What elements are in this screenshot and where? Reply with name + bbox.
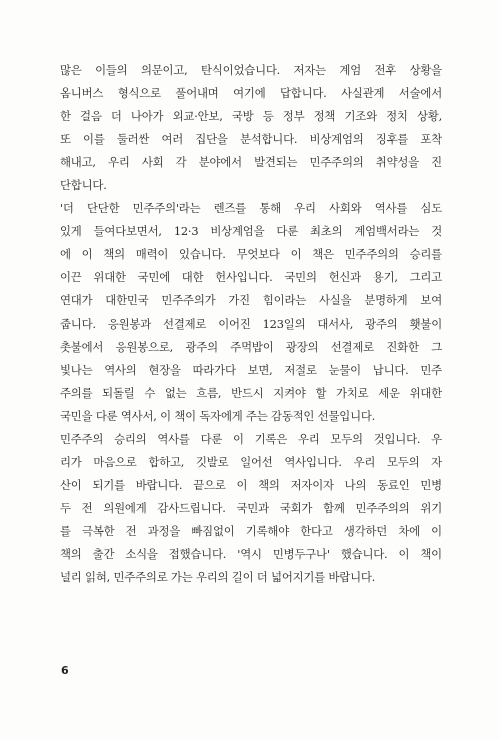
text-line: 빛나는 역사의 현장을 따라가다 보면, 저절로 눈물이 납니다. 민주 xyxy=(60,362,442,377)
text-line: 를 극복한 전 과정을 빠짐없이 기록해야 한다고 생각하던 차에 이 xyxy=(60,523,442,538)
text-line: 에 이 책의 매력이 있습니다. 무엇보다 이 책은 민주주의의 승리를 xyxy=(60,247,442,262)
text-line: 책의 출간 소식을 접했습니다. '역시 민병두구나' 했습니다. 이 책이 xyxy=(60,546,442,561)
page-number: 6 xyxy=(61,664,69,677)
page-body xyxy=(60,59,442,589)
text-line: 널리 읽혀, 민주주의로 가는 우리의 길이 더 넓어지기를 바랍니다. xyxy=(60,570,376,585)
text-line: 산이 되기를 바랍니다. 끝으로 이 책의 저자이자 나의 동료인 민병 xyxy=(60,477,442,492)
paragraph-1 xyxy=(60,59,442,197)
paragraph-3 xyxy=(60,428,442,589)
text-line: '더 단단한 민주주의'라는 렌즈를 통해 우리 사회와 역사를 심도 xyxy=(60,201,442,216)
text-line: 주의를 되돌릴 수 없는 흐름, 반드시 지켜야 할 가치로 세운 위대한 xyxy=(60,385,442,400)
text-line: 국민을 다룬 역사서, 이 책이 독자에게 주는 감동적인 선물입니다. xyxy=(60,408,376,423)
text-line: 연대가 대한민국 민주주의가 가진 힘이라는 사실을 분명하게 보여 xyxy=(60,293,442,308)
text-line: 이끈 위대한 국민에 대한 헌사입니다. 국민의 헌신과 용기, 그리고 xyxy=(60,270,442,285)
paragraph-2 xyxy=(60,197,442,427)
text-line: 많은 이들의 의문이고, 탄식이었습니다. 저자는 계엄 전후 상황을 xyxy=(60,63,442,77)
text-line: 민주주의 승리의 역사를 다룬 이 기록은 우리 모두의 것입니다. 우 xyxy=(60,431,442,446)
text-line: 해내고, 우리 사회 각 분야에서 발견되는 민주주의의 취약성을 진 xyxy=(60,155,442,170)
text-line: 한 걸음 더 나아가 외교·안보, 국방 등 정부 정책 기조와 정치 상황, xyxy=(60,109,442,124)
text-line: 단합니다. xyxy=(60,178,107,193)
text-line: 줍니다. 응원봉과 선결제로 이어진 123일의 대서사, 광주의 횃불이 xyxy=(60,316,442,331)
text-line: 리가 마음으로 합하고, 깃발로 일어선 역사입니다. 우리 모두의 자 xyxy=(60,454,442,469)
text-line: 또 이를 둘러싼 여러 집단을 분석합니다. 비상계엄의 징후를 포착 xyxy=(60,132,442,147)
text-line: 두 전 의원에게 감사드립니다. 국민과 국회가 함께 민주주의의 위기 xyxy=(60,500,442,515)
text-line: 옴니버스 형식으로 풀어내며 여기에 답합니다. 사실관계 서술에서 xyxy=(60,86,442,101)
text-line: 있게 들여다보면서, 12·3 비상계엄을 다룬 최초의 계엄백서라는 것 xyxy=(60,224,442,239)
text-line: 촛불에서 응원봉으로, 광주의 주먹밥이 광장의 선결제로 진화한 그 xyxy=(60,339,442,354)
